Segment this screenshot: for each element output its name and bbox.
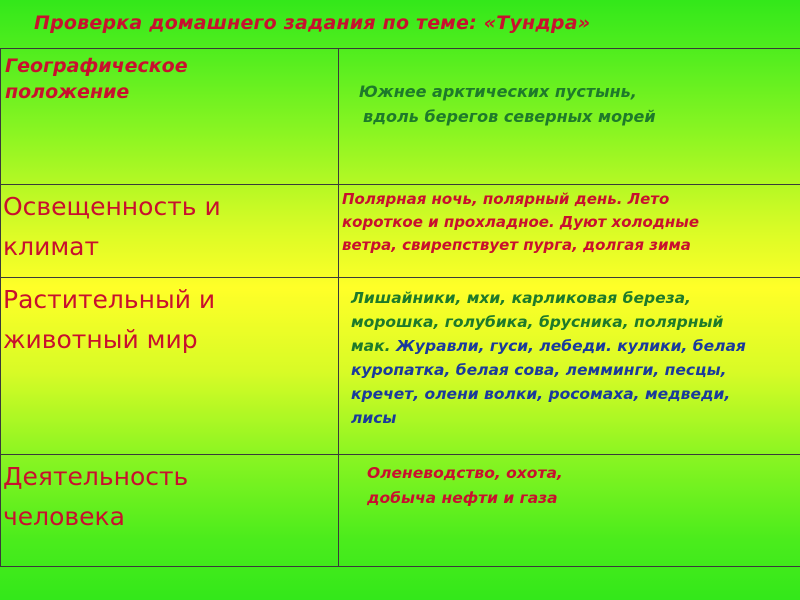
fauna-text: Журавли, гуси, лебеди. кулики, белая xyxy=(390,337,746,355)
row-label-activity: Деятельность человека xyxy=(3,462,189,531)
row-label-cell xyxy=(1,49,339,185)
row-value-cell xyxy=(339,185,800,278)
row-label-nature: Растительный и животный мир xyxy=(3,285,216,354)
row-value-geography: Южнее арктических пустынь, вдоль берегов северных морей xyxy=(359,82,656,126)
table-row-geography xyxy=(1,49,800,185)
table-row-climate xyxy=(1,185,800,278)
table-row-nature xyxy=(1,278,800,455)
row-value-cell xyxy=(339,49,800,185)
row-value-cell xyxy=(339,455,800,567)
flora-text: мак. xyxy=(351,337,391,355)
flora-text: Лишайники, мхи, карликовая береза, xyxy=(351,289,691,307)
activity-line2-text: добыча нефти и газа xyxy=(367,489,558,507)
row-value-cell xyxy=(339,278,800,455)
row-label-geography: Географическое положение xyxy=(5,55,188,103)
row-value-nature xyxy=(339,278,800,430)
fauna-text: кречет, олени волки, росомаха, медведи, xyxy=(351,385,731,403)
row-label-cell xyxy=(1,455,339,567)
slide-title: Проверка домашнего задания по теме: «Тундра» xyxy=(34,12,591,34)
table-row-activity xyxy=(1,455,800,567)
fauna-text: лисы xyxy=(351,409,397,427)
activity-main-text: Оленеводство xyxy=(367,464,495,482)
row-label-cell xyxy=(1,185,339,278)
row-value-activity xyxy=(339,455,800,511)
row-value-climate: Полярная ночь, полярный день. Лето короткое и прохладное. Дуют холодные ветра, свирепствует пурга, долгая зима xyxy=(342,190,700,254)
row-label-cell xyxy=(1,278,339,455)
flora-text: морошка, голубика, брусника, полярный xyxy=(351,313,724,331)
tundra-table xyxy=(0,48,800,567)
fauna-text: куропатка, белая сова, лемминги, песцы, xyxy=(351,361,727,379)
activity-rest-text: , охота, xyxy=(494,464,563,482)
row-label-climate: Освещенность и климат xyxy=(3,192,221,261)
